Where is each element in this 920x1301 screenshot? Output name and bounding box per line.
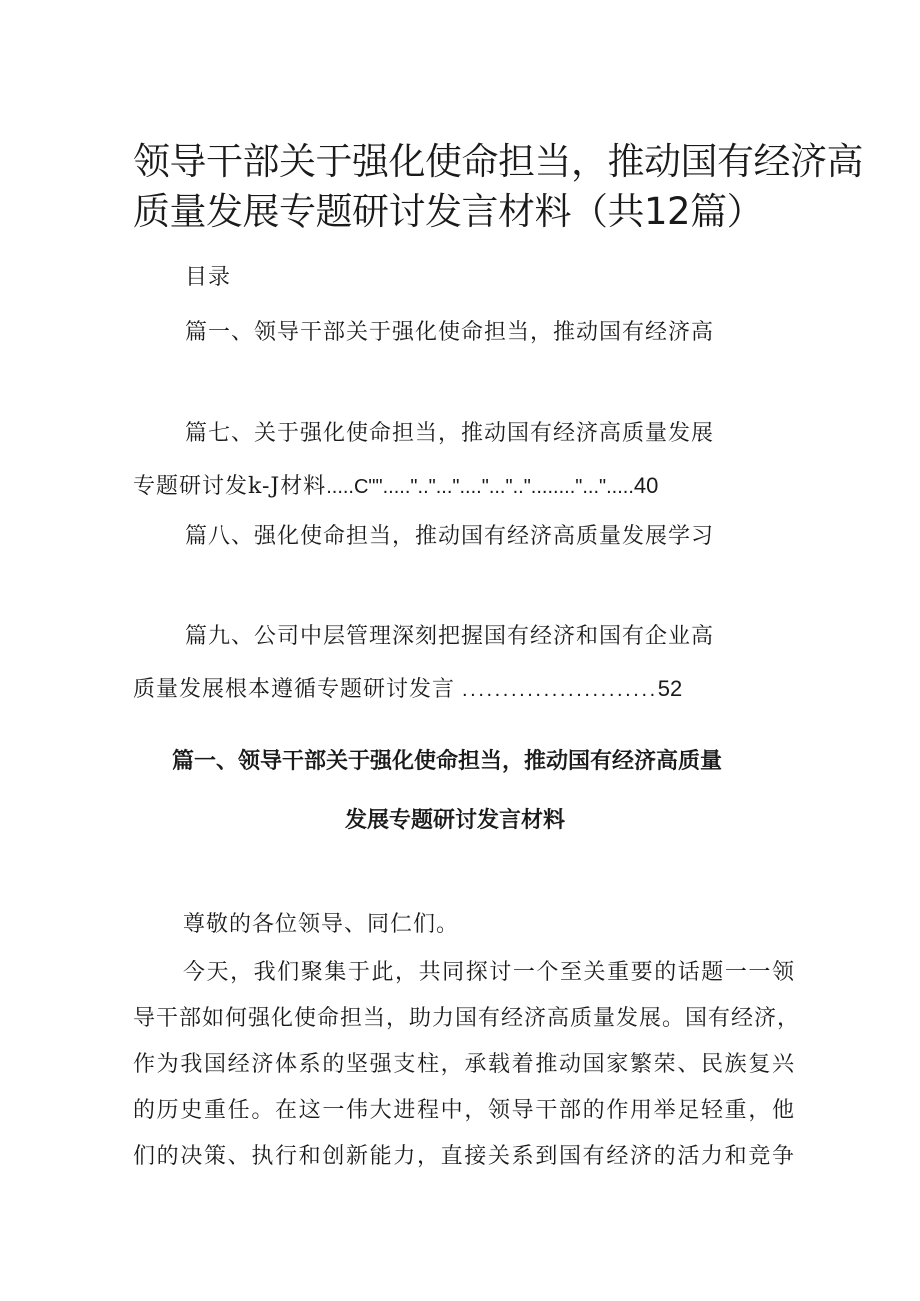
document-title-line-2: 质量发展专题研讨发言材料（共12篇） [133,190,764,233]
toc-entry-9-line-1[interactable]: 篇九、公司中层管理深刻把握国有经济和国有企业高 [185,624,715,649]
toc-entry-7-line-2[interactable] [133,475,658,498]
toc-entry-9-line-2[interactable] [133,678,682,701]
paragraph-line-1: 今天，我们聚集于此，共同探讨一个至关重要的话题一一领 [183,960,795,985]
toc-entry-7-page: 40 [633,473,659,498]
toc-entry-7-leader: .....C"".....".."..."...."...".."........"..."..... [326,476,634,498]
section-heading-line-1: 篇一、领导干部关于强化使命担当，推动国有经济高质量 [172,749,723,774]
paragraph-line-4: 的历史重任。在这一伟大进程中，领导干部的作用举足轻重，他 [133,1098,795,1123]
toc-entry-7-line-1[interactable]: 篇七、关于强化使命担当，推动国有经济高质量发展 [185,421,715,446]
toc-entry-9-page: 52 [657,676,683,701]
toc-entry-9-leader: ........................ [462,679,658,701]
toc-entry-9-title-cont: 质量发展根本遵循专题研讨发言 [133,677,456,702]
section-heading-line-2: 发展专题研讨发言材料 [345,808,566,833]
toc-entry-1[interactable]: 篇一、领导干部关于强化使命担当，推动国有经济高 [185,320,715,345]
paragraph-line-2: 导干部如何强化使命担当，助力国有经济高质量发展。国有经济， [133,1006,801,1031]
toc-entry-8[interactable]: 篇八、强化使命担当，推动国有经济高质量发展学习 [185,524,715,549]
paragraph-line-3: 作为我国经济体系的坚强支柱，承载着推动国家繁荣、民族复兴 [133,1052,795,1077]
document-title-line-1: 领导干部关于强化使命担当，推动国有经济高 [133,140,863,183]
salutation: 尊敬的各位领导、同仁们。 [183,912,460,937]
toc-heading: 目录 [185,265,232,290]
paragraph-line-5: 们的决策、执行和创新能力，直接关系到国有经济的活力和竞争 [133,1144,795,1169]
toc-entry-7-title-cont: 专题研讨发k-J材料 [133,474,327,499]
